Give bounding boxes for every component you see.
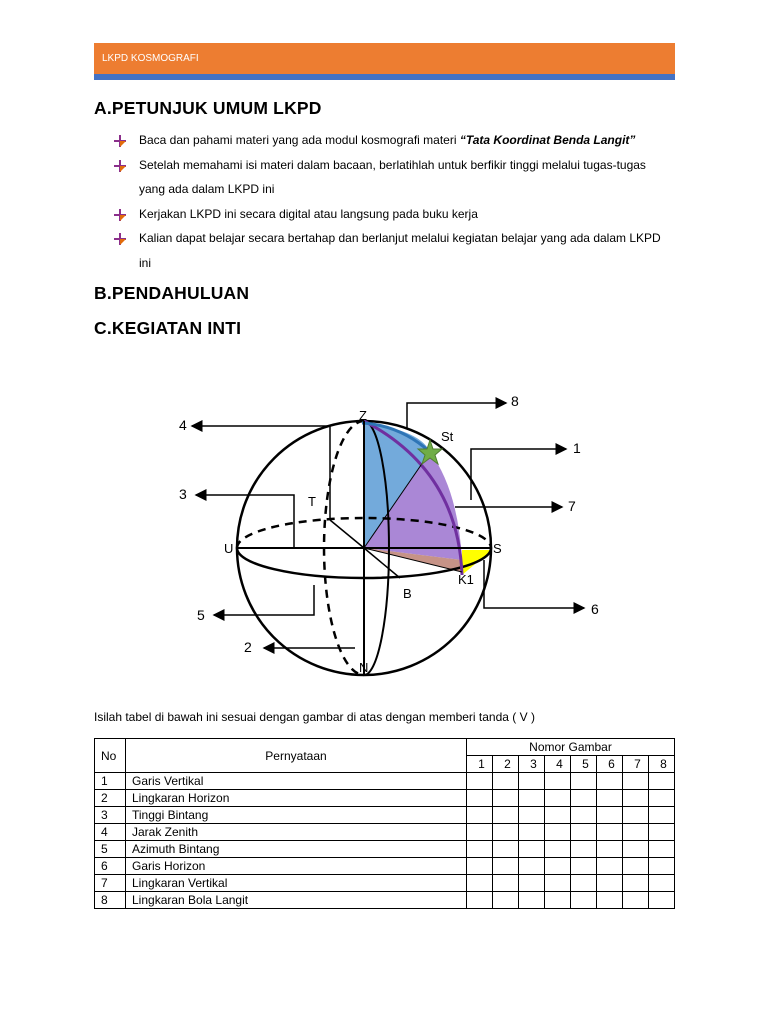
- row-statement: Garis Horizon: [126, 858, 467, 875]
- table-intro: Isilah tabel di bawah ini sesuai dengan gambar di atas dengan memberi tanda ( V ): [94, 710, 535, 724]
- checkbox-cell[interactable]: [545, 773, 571, 790]
- checkbox-cell[interactable]: [597, 892, 623, 909]
- checkbox-cell[interactable]: [493, 875, 519, 892]
- checkbox-cell[interactable]: [649, 773, 675, 790]
- checkbox-cell[interactable]: [519, 858, 545, 875]
- checkbox-cell[interactable]: [493, 858, 519, 875]
- checkbox-cell[interactable]: [493, 790, 519, 807]
- statement-table: [94, 738, 675, 909]
- checkbox-cell[interactable]: [493, 807, 519, 824]
- checkbox-cell[interactable]: [623, 875, 649, 892]
- checkbox-cell[interactable]: [519, 790, 545, 807]
- row-number: 6: [95, 858, 126, 875]
- bullet-icon: [114, 160, 126, 172]
- head-statement: Pernyataan: [126, 739, 467, 773]
- row-statement: Tinggi Bintang: [126, 807, 467, 824]
- checkbox-cell[interactable]: [571, 824, 597, 841]
- checkbox-cell[interactable]: [649, 875, 675, 892]
- section-c-heading: C.KEGIATAN INTI: [94, 318, 242, 338]
- checkbox-cell[interactable]: [649, 824, 675, 841]
- leader-8: [407, 403, 506, 428]
- label-b: B: [403, 586, 412, 601]
- table-row: [95, 790, 675, 807]
- number-header: 3: [519, 756, 545, 773]
- section-a-heading: A.PETUNJUK UMUM LKPD: [94, 98, 322, 118]
- label-s: S: [493, 541, 502, 556]
- row-number: 5: [95, 841, 126, 858]
- table-row: [95, 875, 675, 892]
- number-header: 2: [493, 756, 519, 773]
- checkbox-cell[interactable]: [597, 858, 623, 875]
- instruction-item: Kalian dapat belajar secara bertahap dan berlanjut melalui kegiatan belajar yang ada dalam LKPD ini: [114, 226, 674, 275]
- checkbox-cell[interactable]: [467, 875, 493, 892]
- checkbox-cell[interactable]: [493, 773, 519, 790]
- row-number: 7: [95, 875, 126, 892]
- bullet-icon: [114, 209, 126, 221]
- table-row: [95, 892, 675, 909]
- label-k1: K1: [458, 572, 474, 587]
- checkbox-cell[interactable]: [545, 790, 571, 807]
- leader-1: [471, 449, 566, 500]
- bullet-icon: [114, 135, 126, 147]
- row-statement: Jarak Zenith: [126, 824, 467, 841]
- checkbox-cell[interactable]: [623, 807, 649, 824]
- section-b-heading: B.PENDAHULUAN: [94, 283, 250, 303]
- leader-5: [214, 585, 314, 615]
- checkbox-cell[interactable]: [519, 773, 545, 790]
- row-number: 1: [95, 773, 126, 790]
- table-row: [95, 841, 675, 858]
- label-n: N: [359, 660, 369, 675]
- checkbox-cell[interactable]: [467, 773, 493, 790]
- checkbox-cell[interactable]: [571, 807, 597, 824]
- row-statement: Lingkaran Horizon: [126, 790, 467, 807]
- instruction-item: Kerjakan LKPD ini secara digital atau langsung pada buku kerja: [114, 202, 674, 227]
- checkbox-cell[interactable]: [597, 841, 623, 858]
- table-row: [95, 807, 675, 824]
- instruction-list: [114, 128, 674, 275]
- checkbox-cell[interactable]: [545, 858, 571, 875]
- label-st: St: [441, 429, 454, 444]
- row-number: 4: [95, 824, 126, 841]
- checkbox-cell[interactable]: [649, 841, 675, 858]
- header-stripe: [94, 74, 675, 80]
- checkbox-cell[interactable]: [467, 790, 493, 807]
- checkbox-cell[interactable]: [597, 773, 623, 790]
- label-u: U: [224, 541, 234, 556]
- checkbox-cell[interactable]: [571, 875, 597, 892]
- label-z: Z: [359, 408, 367, 423]
- head-no: No: [95, 739, 126, 773]
- label-2: 2: [244, 639, 252, 655]
- checkbox-cell[interactable]: [467, 807, 493, 824]
- checkbox-cell[interactable]: [545, 841, 571, 858]
- checkbox-cell[interactable]: [649, 892, 675, 909]
- checkbox-cell[interactable]: [649, 807, 675, 824]
- table-row: [95, 824, 675, 841]
- row-number: 3: [95, 807, 126, 824]
- checkbox-cell[interactable]: [545, 892, 571, 909]
- checkbox-cell[interactable]: [623, 773, 649, 790]
- checkbox-cell[interactable]: [649, 790, 675, 807]
- leader-6: [484, 560, 584, 608]
- celestial-sphere-diagram: [160, 385, 620, 685]
- table-row: [95, 773, 675, 790]
- checkbox-cell[interactable]: [493, 892, 519, 909]
- head-number: Nomor Gambar: [467, 739, 675, 756]
- checkbox-cell[interactable]: [545, 824, 571, 841]
- checkbox-cell[interactable]: [623, 892, 649, 909]
- checkbox-cell[interactable]: [649, 858, 675, 875]
- instruction-item: Baca dan pahami materi yang ada modul kosmografi materi “Tata Koordinat Benda Langit”: [114, 128, 674, 153]
- checkbox-cell[interactable]: [545, 807, 571, 824]
- checkbox-cell[interactable]: [571, 841, 597, 858]
- label-7: 7: [568, 498, 576, 514]
- checkbox-cell[interactable]: [545, 875, 571, 892]
- number-header: 5: [571, 756, 597, 773]
- checkbox-cell[interactable]: [623, 841, 649, 858]
- checkbox-cell[interactable]: [597, 790, 623, 807]
- label-4: 4: [179, 417, 187, 433]
- checkbox-cell[interactable]: [623, 824, 649, 841]
- checkbox-cell[interactable]: [571, 892, 597, 909]
- table-body: [95, 773, 675, 909]
- number-header: 8: [649, 756, 675, 773]
- checkbox-cell[interactable]: [571, 858, 597, 875]
- checkbox-cell[interactable]: [493, 824, 519, 841]
- bullet-icon: [114, 233, 126, 245]
- number-header: 6: [597, 756, 623, 773]
- label-3: 3: [179, 486, 187, 502]
- header-bar: [94, 43, 675, 74]
- header-title: LKPD KOSMOGRAFI: [102, 53, 199, 64]
- checkbox-cell[interactable]: [623, 790, 649, 807]
- checkbox-cell[interactable]: [467, 824, 493, 841]
- table-row: [95, 858, 675, 875]
- checkbox-cell[interactable]: [519, 875, 545, 892]
- number-header: 4: [545, 756, 571, 773]
- checkbox-cell[interactable]: [493, 841, 519, 858]
- checkbox-cell[interactable]: [597, 807, 623, 824]
- number-header: 7: [623, 756, 649, 773]
- checkbox-cell[interactable]: [519, 892, 545, 909]
- checkbox-cell[interactable]: [467, 892, 493, 909]
- row-statement: Azimuth Bintang: [126, 841, 467, 858]
- checkbox-cell[interactable]: [571, 790, 597, 807]
- label-5: 5: [197, 607, 205, 623]
- row-statement: Lingkaran Bola Langit: [126, 892, 467, 909]
- number-header: 1: [467, 756, 493, 773]
- label-8: 8: [511, 393, 519, 409]
- checkbox-cell[interactable]: [519, 824, 545, 841]
- checkbox-cell[interactable]: [597, 875, 623, 892]
- checkbox-cell[interactable]: [519, 841, 545, 858]
- label-6: 6: [591, 601, 599, 617]
- row-statement: Lingkaran Vertikal: [126, 875, 467, 892]
- east-line: [330, 520, 364, 548]
- instruction-item: Setelah memahami isi materi dalam bacaan, berlatihlah untuk berfikir tinggi melalui tugas-tugas yang ada dalam LKPD ini: [114, 153, 674, 202]
- row-number: 8: [95, 892, 126, 909]
- checkbox-cell[interactable]: [467, 858, 493, 875]
- checkbox-cell[interactable]: [467, 841, 493, 858]
- checkbox-cell[interactable]: [571, 773, 597, 790]
- checkbox-cell[interactable]: [623, 858, 649, 875]
- row-number: 2: [95, 790, 126, 807]
- row-statement: Garis Vertikal: [126, 773, 467, 790]
- label-1: 1: [573, 440, 581, 456]
- label-t: T: [308, 494, 316, 509]
- checkbox-cell[interactable]: [519, 807, 545, 824]
- checkbox-cell[interactable]: [597, 824, 623, 841]
